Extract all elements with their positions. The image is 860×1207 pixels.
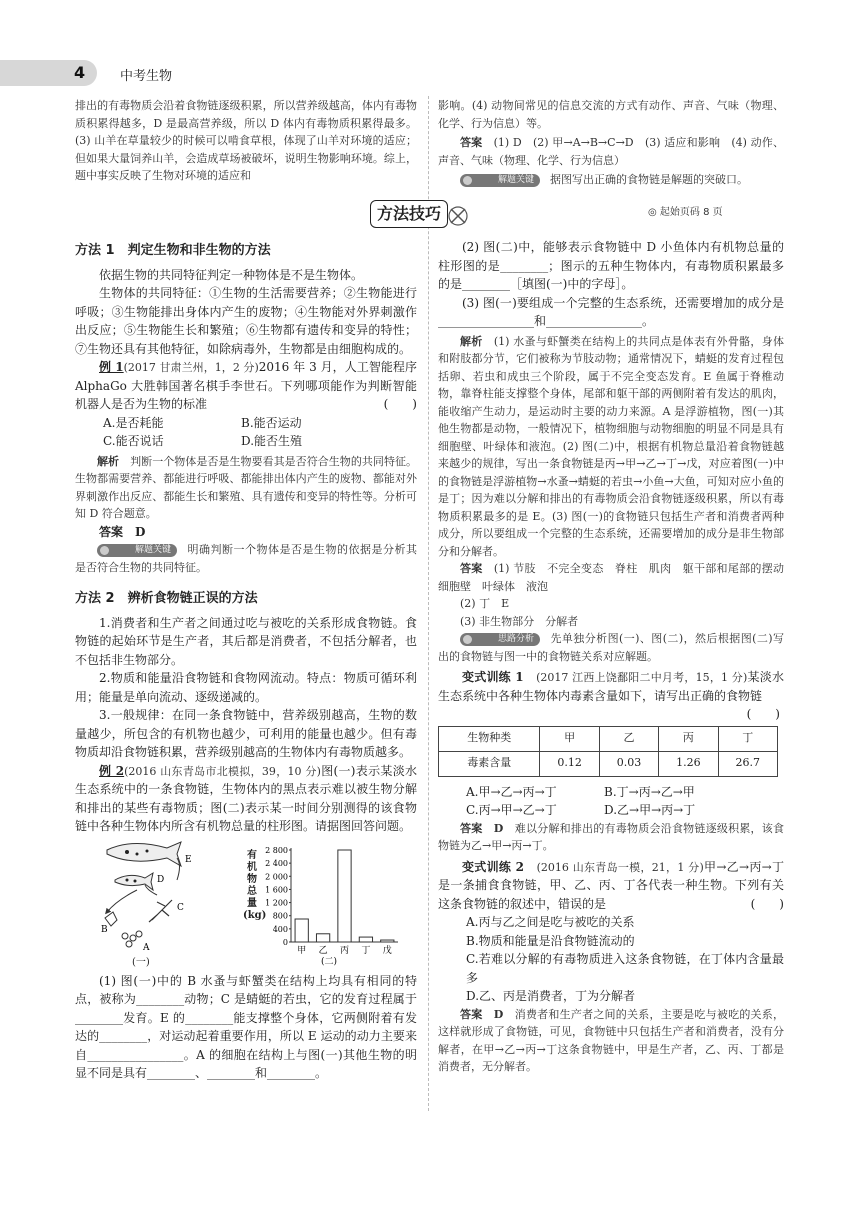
page-reference: ◎ 起始页码 8 页 — [648, 207, 723, 218]
v2-options: A.丙与乙之间是吃与被吃的关系 B.物质和能量是沿食物链流动的 C.若难以分解的有毒物质进入这条食物链，在丁体内含量最多 D.乙、丙是消费者，丁为分解者 — [466, 915, 784, 1003]
table-header-row: 生物种类 甲 乙 丙 丁 — [439, 726, 778, 751]
column-divider — [428, 96, 429, 1111]
example2-label: 例 2 — [99, 763, 125, 778]
example1-options: A.是否耗能 B.能否运动 C.能否说话 D.能否生殖 — [103, 415, 303, 448]
key-tag: 解题关键 — [97, 544, 177, 557]
banner-title: 方法技巧 — [370, 200, 448, 228]
pencil-ruler-icon — [447, 202, 469, 228]
page-number: 4 — [74, 63, 86, 82]
y-tick-label: 800 — [272, 911, 288, 921]
bar-丙 — [338, 850, 351, 942]
x-tick-label: 丙 — [339, 945, 350, 956]
bar-丁 — [359, 937, 372, 942]
table-row: 毒素含量 0.12 0.03 1.26 26.7 — [439, 751, 778, 776]
x-tick-label: 甲 — [297, 945, 307, 956]
right-top-block: 影响。(4) 动物间常见的信息交流的方式有动作、声音、气味（物理、化学、行为信息）等。 答案 (1) D (2) 甲→A→B→C→D (3) 适应和影响 (4) 动作、声音、气味（物理、化学、行为信息） 解题关键 据图写出正确的食物链是解题的突破口。 — [438, 99, 784, 186]
svg-text:B: B — [101, 924, 108, 935]
left-column: 方法 1 判定生物和非生物的方法 依据生物的共同特征判定一种物体是不是生物体。 生物体的共同特征：①生物的生活需要营养；②生物能进行呼吸；③生物能排出身体内产生的废物；④生物能对外界刺激作出反应；⑤生物能生长和繁殖；⑥生物都有遗传和变异的特性；⑦生物还具有其他特征，如除病毒外，生物都是由细胞构成的。 例 1(2017 甘肃兰州，1，2 分)2016 年 3 月，人工智能程序 AlphaGo 大胜韩国著名棋手李世石。下列哪项能作为判断智能机器人是否为生物的标准 ( ) A.是否耗能 B.能否运动 C.能否说话 D.能否生殖 解析 判断一个物体是否是生物要看其是否符合生物的共同特征。生物都需要营养、都能进行呼吸、都能排出体内产生的废物、都能对外界刺激作出反应、都能生长和繁殖、具有遗传和变异的特性等。分析可知 D 符合题意。 答案 D 解题关键 明确判断一个物体是否是生物的依据是分析其是否符合生物的共同特征。 方法 2 辨析食物链正误的方法 1.消费者和生产者之间通过吃与被吃的关系形成食物链。食物链的起始环节是生产者，其后都是消费者，不包括分解者，也不包括非生物部分。 2.物质和能量沿食物链和食物网流动。特点：物质可循环利用；能量是单向流动、逐级递减的。 3.一般规律：在同一条食物链中，营养级别越高，生物的数量越少，所包含的有机物也越少，可利用的能量也越少。但有毒物质却沿食物链积累，营养级别越高的生物体内有毒物质越多。 例 2(2016 山东青岛市北模拟，39，10 分)图(一)表示某淡水生态系统中的一条食物链，生物体内的黑点表示难以被生物分解和排出的某些有毒物质；图(二)表示某一时间分别测得的该食物链中各种生物体内所含有机物总量的柱形图。请据图回答问题。 E D C B A (一) 2 800 2 400 2 000 1 600 1 200 800 400 0 甲 乙 丙 丁 戊 (二) 有机物总量(kg) (1) 图(一)中的 B 水蚤与虾蟹类在结构上均具有相同的特点，被称为________动物；C 是蜻蜓的若虫，它的发育过程属于________发育。E 的________能支撑整个身体，它两侧附着有发达的________，对运动起着重要作用，所以 E 运动的动力主要来自________________。A 的细胞在结构上与图(一)其他生物的明显不同是具有________、________和________。 — [75, 238, 417, 1083]
svg-text:C: C — [177, 902, 184, 913]
y-tick-label: 2 800 — [265, 845, 288, 855]
v1-options: A.甲→乙→丙→丁 B.丁→丙→乙→甲 C.丙→甲→乙→丁 D.乙→甲→丙→丁 — [466, 784, 696, 817]
y-tick-label: 1 200 — [265, 898, 288, 908]
y-tick-label: 2 400 — [265, 858, 288, 868]
svg-text:E: E — [185, 854, 192, 865]
chart-ylabel: 有机物总量(kg) — [243, 849, 267, 921]
subject-title: 中考生物 — [120, 69, 173, 84]
food-chain-figure — [97, 840, 217, 960]
bar-戊 — [381, 940, 394, 942]
organic-matter-bar-chart — [243, 840, 403, 968]
figures-row — [75, 840, 417, 968]
left-top-text: 排出的有毒物质会沿着食物链逐级积累，所以营养级越高，体内有毒物质积累得越多，D 是最高营养级，所以 D 体内有毒物质积累得最多。(3) 山羊在草量较少的时候可以啃食草根，体现了山羊对环境的适应；但如果大量饲养山羊，会造成草场被破坏，说明生物影响环境。综上，题中事实反映了生物对环境的适应和 — [75, 99, 417, 182]
water-flea-shape — [105, 912, 117, 926]
question-1: (1) 图(一)中的 B 水蚤与虾蟹类在结构上均具有相同的特点，被称为________动物；C 是蜻蜓的若虫，它的发育过程属于________发育。E 的________能支撑整个身体，它两侧附着有发达的________，对运动起着重要作用，所以 E 运动的动力主要来自________________。A 的细胞在结构上与图(一)其他生物的明显不同是具有________、________和________。 — [75, 973, 417, 1080]
x-tick-label: 戊 — [382, 945, 392, 956]
svg-text:D: D — [157, 874, 165, 885]
y-tick-label: 400 — [272, 924, 288, 934]
question-2: (2) 图(二)中，能够表示食物链中 D 小鱼体内有机物总量的柱形图的是________；图示的五种生物体内，有毒物质积累最多的是________［填图(一)中的字母］。 — [438, 240, 784, 291]
big-fish-shape — [107, 842, 181, 866]
toxin-table — [438, 726, 778, 777]
think-tag: 思路分析 — [460, 633, 540, 646]
example1-label: 例 1 — [99, 360, 124, 374]
bar-甲 — [295, 919, 308, 942]
x-tick-label: 丁 — [361, 945, 371, 956]
y-tick-label: 2 000 — [265, 871, 288, 881]
page-ref-icon: ◎ — [648, 207, 657, 218]
question-3: (3) 图(一)要组成一个完整的生态系统，还需要增加的成分是________________和________________。 — [438, 295, 784, 328]
key-tag: 解题关键 — [460, 174, 540, 187]
svg-text:A: A — [143, 942, 150, 953]
right-column: (2) 图(二)中，能够表示食物链中 D 小鱼体内有机物总量的柱形图的是________；图示的五种生物体内，有毒物质积累最多的是________［填图(一)中的字母］。 (3) 图(一)要组成一个完整的生态系统，还需要增加的成分是________________和________________。 解析 (1) 水蚤与虾蟹类在结构上的共同点是体表有外骨骼，身体和附肢都分节，它们被称为节肢动物；通常情况下，蜻蜓的发育过程包括卵、若虫和成虫三个阶段，属于不完全变态发育。E 鱼属于脊椎动物，靠脊柱能支撑整个身体，尾部和躯干部的两侧附着有发达的肌肉，能收缩产生动力，是运动时主要的动力来源。A 是浮游植物，图(一)其他生物都是动物，一般情况下，植物细胞与动物细胞的明显不同是具有细胞壁、叶绿体和液泡。(2) 图(二)中，根据有机物总量沿着食物链越来越少的规律，写出一条食物链是丙→甲→乙→丁→戊，对应着图(一)中的食物链是浮游植物→水蚤→蜻蜓的若虫→小鱼→大鱼，可知对应小鱼的是丁；因为难以分解和排出的有毒物质会沿食物链逐级积累，所以有毒物质积累最多的是 E。(3) 图(一)的食物链只包括生产者和消费者两种成分，所以要组成一个完整的生态系统，还需要增加的成分是非生物部分和分解者。 答案 (1) 节肢 不完全变态 脊柱 肌肉 躯干部和尾部的摆动 细胞壁 叶绿体 液泡 (2) 丁 E (3) 非生物部分 分解者 思路分析 先单独分析图(一)、图(二)，然后根据图(二)写出的食物链与图一中的食物链关系对应解题。 变式训练 1 (2017 江西上饶鄱阳二中月考，15，1 分)某淡水生态系统中各种生物体内毒素含量如下，请写出正确的食物链 ( ) 生物种类 甲 乙 丙 丁 毒素含量 0.12 0.03 1.26 26.7 A.甲→乙→丙→丁 B.丁→丙→乙→甲 C.丙→甲→乙→丁 D.乙→甲→丙→丁 答案 D 难以分解和排出的有毒物质会沿食物链逐级积累，该食物链为乙→甲→丙→丁。 变式训练 2 (2016 山东青岛一模，21，1 分)甲→乙→丙→丁是一条捕食食物链，甲、乙、丙、丁各代表一种生物。下列有关这条食物链的叙述中，错误的是 ( ) A.丙与乙之间是吃与被吃的关系 B.物质和能量是沿食物链流动的 C.若难以分解的有毒物质进入这条食物链，在丁体内含量最多 D.乙、丙是消费者，丁为分解者 答案 D 消费者和生产者之间的关系，主要是吃与被吃的关系，这样就形成了食物链，可见，食物链中只包括生产者和消费者，没有分解者，在甲→乙→丙→丁这条食物链中，甲是生产者，乙、丙、丁都是消费者，无分解者。 — [438, 240, 796, 1073]
section-banner — [370, 196, 466, 230]
y-tick-label: 0 — [282, 937, 288, 947]
method1-heading: 方法 1 判定生物和非生物的方法 — [75, 243, 271, 258]
fig1-caption: (一) — [132, 956, 150, 968]
bar-乙 — [316, 933, 329, 941]
y-tick-label: 1 600 — [265, 884, 288, 894]
page-header — [0, 60, 860, 86]
chart-caption: (二) — [321, 956, 338, 967]
x-tick-label: 乙 — [318, 945, 328, 956]
dragonfly-nymph-shape — [149, 900, 172, 922]
method2-heading: 方法 2 辨析食物链正误的方法 — [75, 591, 258, 606]
